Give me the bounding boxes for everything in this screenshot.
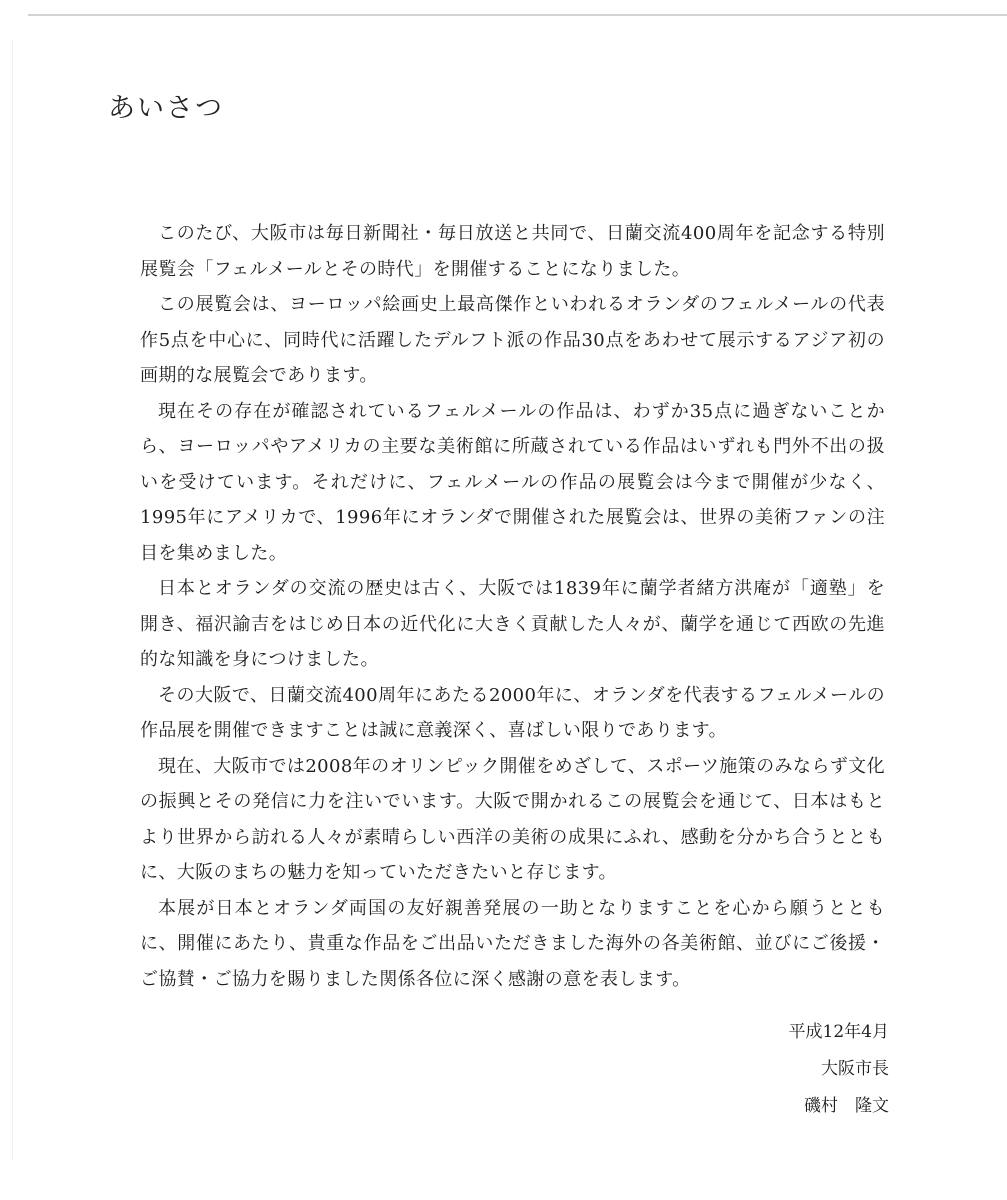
signature-position: 大阪市長 — [821, 1059, 889, 1079]
page-title: あいさつ — [108, 93, 224, 124]
signature-name: 磯村 隆文 — [804, 1096, 889, 1116]
paragraph: 現在、大阪市では2008年のオリンピック開催をめざして、スポーツ施策のみならず文化の振興とその発信に力を注いでいます。大阪で開かれるこの展覧会を通じて、日本はもとより世界から訪れる人々が素晴らしい西洋の美術の成果にふれ、感動を分かち合うとともに、大阪のまちの魅力を知っていただきたいと存じます。 — [140, 755, 885, 883]
scan-edge-top — [28, 14, 1007, 16]
paragraph: 現在その存在が確認されているフェルメールの作品は、わずか35点に過ぎないことから、ヨーロッパやアメリカの主要な美術館に所蔵されている作品はいずれも門外不出の扱いを受けています。それだけに、フェルメールの作品の展覧会は今まで開催が少なく、1995年にアメリカで、1996年にオランダで開催された展覧会は、世界の美術ファンの注目を集めました。 — [140, 400, 885, 564]
paragraph: 日本とオランダの交流の歴史は古く、大阪では1839年に蘭学者緒方洪庵が「適塾」を開き、福沢諭吉をはじめ日本の近代化に大きく貢献した人々が、蘭学を通じて西欧の先進的な知識を身につけました。 — [140, 578, 885, 670]
paragraph: このたび、大阪市は毎日新聞社・毎日放送と共同で、日蘭交流400周年を記念する特別展覧会「フェルメールとその時代」を開催することになりました。 — [140, 223, 885, 280]
paragraph: 本展が日本とオランダ両国の友好親善発展の一助となりますことを心から願うとともに、開催にあたり、貴重な作品をご出品いただきました海外の各美術館、並びにご後援・ご協賛・ご協力を賜りました関係各位に深く感謝の意を表します。 — [140, 897, 885, 990]
paragraph: この展覧会は、ヨーロッパ絵画史上最高傑作といわれるオランダのフェルメールの代表作5点を中心に、同時代に活躍したデルフト派の作品30点をあわせて展示するアジア初の画期的な展覧会であります。 — [140, 294, 885, 386]
greeting-body — [140, 216, 885, 997]
signature-date: 平成12年4月 — [788, 1022, 889, 1042]
scan-edge-left — [12, 40, 13, 1160]
paragraph: その大阪で、日蘭交流400周年にあたる2000年に、オランダを代表するフェルメールの作品展を開催できますことは誠に意義深く、喜ばしい限りであります。 — [140, 684, 885, 741]
signature-block — [789, 1014, 889, 1125]
